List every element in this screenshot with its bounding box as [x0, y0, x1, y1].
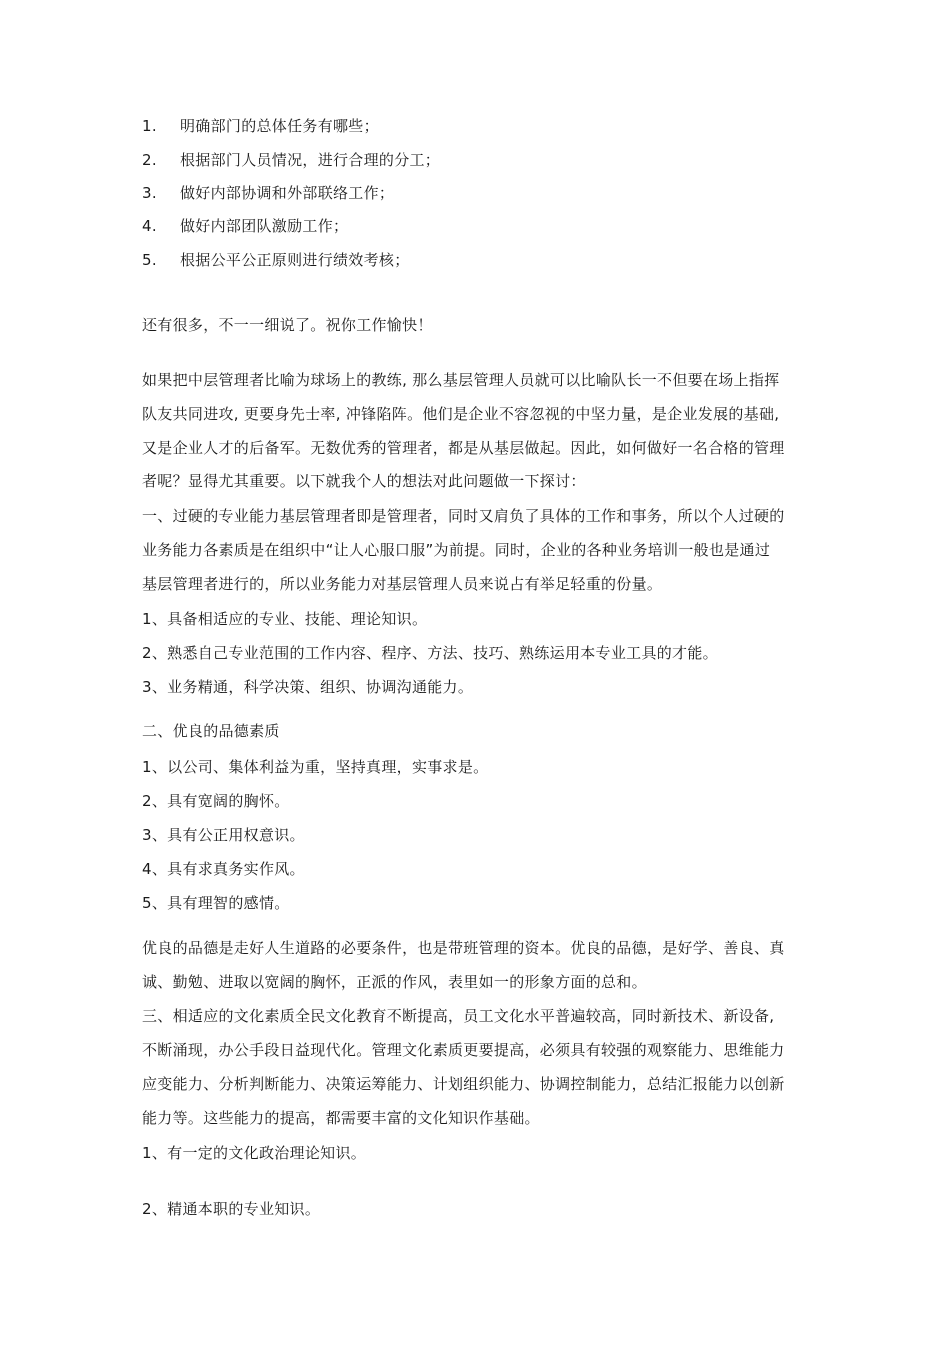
- paragraph-line: 队友共同进攻, 更要身先士率, 冲锋陷阵。他们是企业不容忽视的中坚力量，是企业发展的基础,: [142, 405, 780, 423]
- paragraph-line: 应变能力、分析判断能力、决策运筹能力、计划组织能力、协调控制能力，总结汇报能力以创新: [142, 1075, 785, 1093]
- list-number: 5.: [142, 251, 157, 269]
- section-heading-line: 一、过硬的专业能力基层管理者即是管理者，同时又肩负了具体的工作和事务，所以个人过硬的: [142, 507, 785, 525]
- list-item: 2、具有宽阔的胸怀。: [142, 792, 290, 810]
- list-item: 4、具有求真务实作风。: [142, 860, 305, 878]
- section-heading: 二、优良的品德素质: [142, 722, 280, 740]
- list-number: 4.: [142, 217, 157, 235]
- section-heading-line: 三、相适应的文化素质全民文化教育不断提高，员工文化水平普遍较高，同时新技术、新设备,: [142, 1007, 775, 1025]
- list-number: 1.: [142, 117, 157, 135]
- list-item: 2、精通本职的专业知识。: [142, 1200, 321, 1218]
- list-text: 做好内部团队激励工作；: [180, 217, 349, 235]
- list-item: 1、具备相适应的专业、技能、理论知识。: [142, 610, 428, 628]
- list-item: 1、有一定的文化政治理论知识。: [142, 1144, 367, 1162]
- paragraph-line: 又是企业人才的后备军。无数优秀的管理者，都是从基层做起。因此，如何做好一名合格的管理: [142, 439, 785, 457]
- list-number: 3.: [142, 184, 157, 202]
- list-item: 5、具有理智的感情。: [142, 894, 290, 912]
- list-item: 1、以公司、集体利益为重，坚持真理，实事求是。: [142, 758, 489, 776]
- list-item: 3、具有公正用权意识。: [142, 826, 305, 844]
- numbered-list-item: [142, 250, 410, 270]
- closing-line: 还有很多，不一一细说了。祝你工作愉快！: [142, 316, 433, 334]
- list-item: 2、熟悉自己专业范围的工作内容、程序、方法、技巧、熟练运用本专业工具的才能。: [142, 644, 718, 662]
- paragraph-line: 诚、勤勉、进取以宽阔的胸怀，正派的作风，表里如一的形象方面的总和。: [142, 973, 647, 991]
- paragraph-line: 业务能力各素质是在组织中“让人心服口服”为前提。同时，企业的各种业务培训一般也是通过: [142, 541, 771, 559]
- list-text: 明确部门的总体任务有哪些；: [180, 117, 379, 135]
- numbered-list-item: [142, 216, 348, 236]
- paragraph-line: 优良的品德是走好人生道路的必要条件，也是带班管理的资本。优良的品德，是好学、善良、真: [142, 939, 785, 957]
- paragraph-line: 如果把中层管理者比喻为球场上的教练, 那么基层管理人员就可以比喻队长一不但要在场上指挥: [142, 371, 780, 389]
- list-text: 做好内部协调和外部联络工作；: [180, 184, 395, 202]
- numbered-list-item: [142, 183, 394, 203]
- list-number: 2.: [142, 151, 157, 169]
- paragraph-line: 能力等。这些能力的提高，都需要丰富的文化知识作基础。: [142, 1109, 540, 1127]
- list-text: 根据部门人员情况，进行合理的分工；: [180, 151, 441, 169]
- numbered-list-item: [142, 116, 379, 136]
- paragraph-line: 者呢？显得尤其重要。以下就我个人的想法对此问题做一下探讨：: [142, 472, 586, 490]
- paragraph-line: 基层管理者进行的，所以业务能力对基层管理人员来说占有举足轻重的份量。: [142, 575, 663, 593]
- numbered-list-item: [142, 150, 440, 170]
- list-item: 3、业务精通，科学决策、组织、协调沟通能力。: [142, 678, 474, 696]
- list-text: 根据公平公正原则进行绩效考核；: [180, 251, 410, 269]
- paragraph-line: 不断涌现，办公手段日益现代化。管理文化素质更要提高，必须具有较强的观察能力、思维能力: [142, 1041, 785, 1059]
